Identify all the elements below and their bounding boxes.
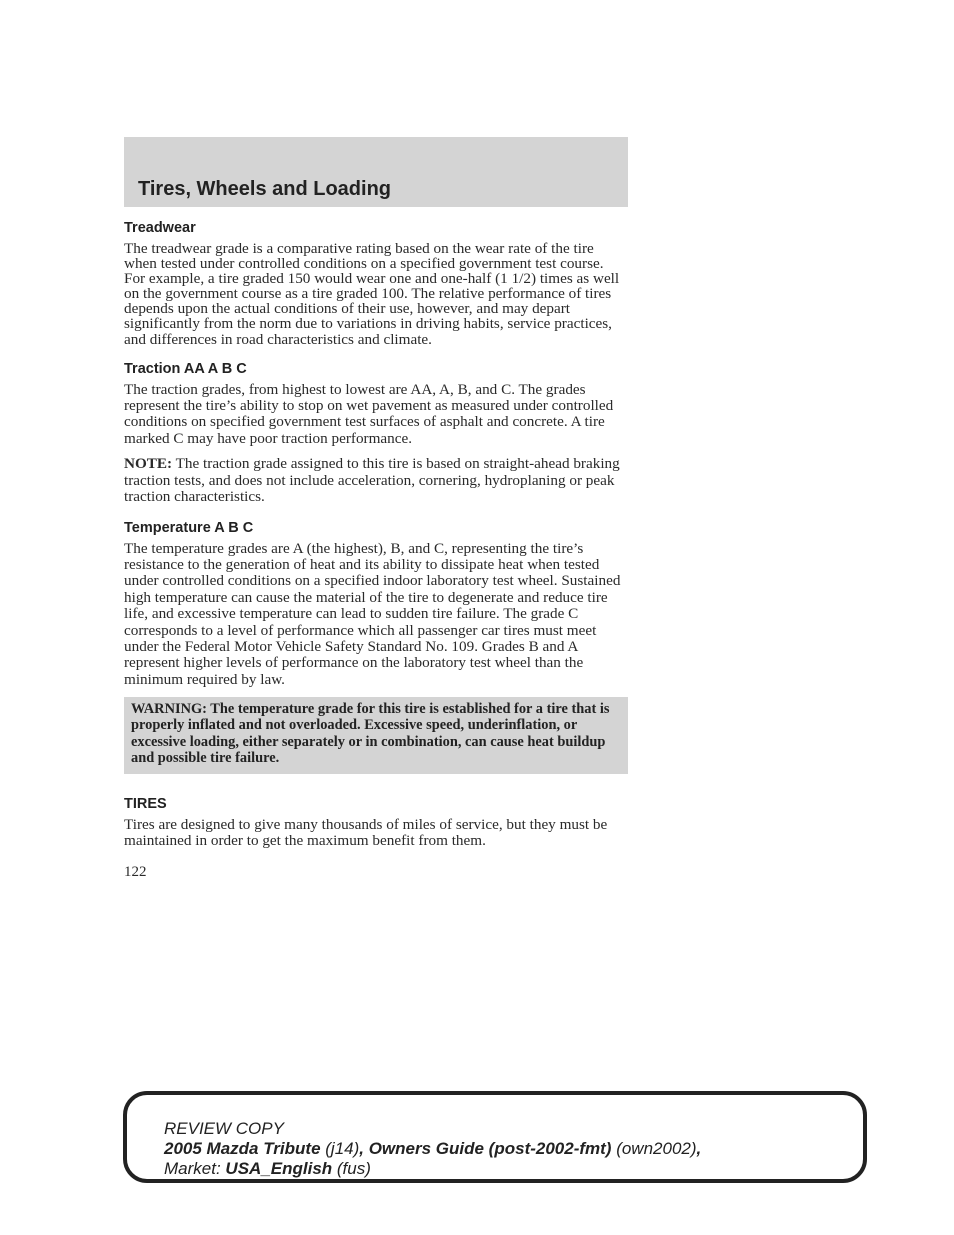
treadwear-heading: Treadwear bbox=[124, 220, 196, 236]
market-label: Market: bbox=[164, 1159, 221, 1178]
market-name: USA_English bbox=[225, 1159, 333, 1178]
note-text: The traction grade assigned to this tire is based on straight-ahead braking traction tests, and does not include acceleration, cornering, hydroplaning or peak traction characteristics. bbox=[124, 455, 620, 506]
page-number: 122 bbox=[124, 863, 147, 880]
market-code: (fus) bbox=[332, 1159, 371, 1178]
page-title: Tires, Wheels and Loading bbox=[138, 178, 392, 200]
guide-code: (own2002) bbox=[611, 1139, 697, 1158]
trailing-comma: , bbox=[696, 1139, 702, 1158]
warning-text: WARNING: The temperature grade for this tire is established for a tire that is properly inflated and not overloaded. Excessive speed, underinflation, or excessive loading, either separately or in combination, can cause heat buildup and possible tire failure. bbox=[131, 701, 610, 766]
treadwear-paragraph: The treadwear grade is a comparative rating based on the wear rate of the tire when tested under controlled conditions on a specified government test course. For example, a tire graded 150 would wear one and one-half (1 1/2) times as well on the government course as a tire graded 100. The relative performance of tires depends upon the actual conditions of their use, however, and may depart significantly from the norm due to variations in driving habits, service practices, and differences in road characteristics and climate. bbox=[124, 240, 620, 348]
traction-heading: Traction AA A B C bbox=[124, 360, 247, 377]
temperature-heading: Temperature A B C bbox=[124, 519, 254, 536]
footer-text bbox=[164, 1119, 701, 1179]
model-code: (j14) bbox=[320, 1139, 360, 1158]
footer-line-model bbox=[164, 1139, 701, 1159]
temperature-paragraph: The temperature grades are A (the highest), B, and C, representing the tire’s resistance to the generation of heat and its ability to dissipate heat when tested under controlled conditions on a specified indoor laboratory test wheel. Sustained high temperature can cause the material of the tire to degenerate and reduce tire life, and excessive temperature can lead to sudden tire failure. The grade C corresponds to a level of performance which all passenger car tires must meet under the Federal Motor Vehicle Safety Standard No. 109. Grades B and A represent higher levels of performance on the laboratory test wheel than the minimum required by law. bbox=[124, 539, 621, 688]
tires-heading: TIRES bbox=[124, 795, 167, 812]
tires-paragraph: Tires are designed to give many thousands of miles of service, but they must be maintained in order to get the maximum benefit from them. bbox=[124, 815, 608, 850]
traction-note bbox=[124, 456, 628, 505]
guide-name: , Owners Guide (post-2002-fmt) bbox=[359, 1139, 612, 1158]
warning-box bbox=[124, 697, 628, 774]
footer-line-market bbox=[164, 1159, 701, 1179]
review-footer bbox=[123, 1091, 867, 1183]
model-name: 2005 Mazda Tribute bbox=[164, 1139, 321, 1158]
traction-paragraph: The traction grades, from highest to lowest are AA, A, B, and C. The grades represent the tire’s ability to stop on wet pavement as measured under controlled conditions on specified government test surfaces of asphalt and concrete. A tire marked C may have poor traction performance. bbox=[124, 380, 614, 447]
note-label: NOTE: bbox=[124, 455, 173, 473]
review-copy-label: REVIEW COPY bbox=[164, 1119, 284, 1138]
section-header-bar bbox=[124, 137, 628, 207]
page-content bbox=[124, 220, 628, 881]
